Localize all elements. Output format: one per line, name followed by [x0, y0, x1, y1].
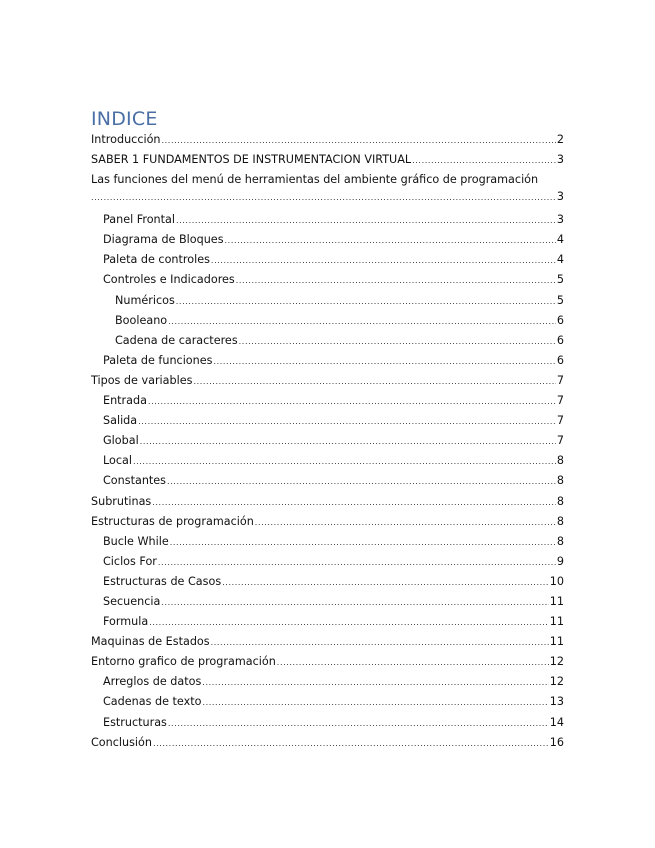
toc-entry-label: Paleta de controles [103, 253, 210, 267]
toc-entry[interactable] [91, 351, 564, 371]
toc-entry-page: 7 [556, 434, 564, 448]
toc-entry-label: Tipos de variables [91, 373, 193, 387]
toc-entry[interactable] [91, 411, 564, 431]
toc-leader-dots [239, 332, 556, 352]
toc-entry[interactable] [91, 250, 564, 270]
toc-leader-dots [176, 292, 556, 312]
toc-entry[interactable] [91, 270, 564, 290]
toc-leader-dots [167, 472, 556, 492]
toc-entry[interactable] [91, 170, 564, 210]
toc-leader-dots [202, 673, 548, 693]
toc-title: INDICE [91, 108, 158, 130]
toc-entry-label: Las funciones del menú de herramientas del ambiente gráfico de programación [91, 173, 539, 187]
toc-entry-label: Introducción [91, 133, 161, 146]
toc-entry-page: 3 [556, 190, 564, 204]
toc-entry-page: 12 [549, 675, 564, 689]
toc-entry-page: 8 [556, 514, 564, 528]
toc-entry[interactable] [91, 672, 564, 692]
toc-entry[interactable] [91, 652, 564, 672]
toc-entry[interactable] [91, 150, 564, 170]
toc-entry-page: 12 [549, 655, 564, 669]
toc-leader-dots [277, 653, 549, 673]
toc-entry-page: 7 [556, 373, 564, 387]
toc-entry-page: 16 [549, 735, 564, 749]
toc-entry-page: 14 [549, 715, 564, 729]
toc-leader-dots [152, 493, 556, 513]
toc-entry-page: 8 [556, 534, 564, 548]
toc-entry-page: 3 [556, 153, 564, 167]
toc-entry[interactable] [91, 572, 564, 592]
toc-entry[interactable] [91, 230, 564, 250]
toc-entry-page: 4 [556, 233, 564, 247]
toc-entry-label: Booleano [115, 313, 168, 327]
toc-entry-page: 11 [549, 594, 564, 608]
toc-entry[interactable] [91, 311, 564, 331]
toc-entry-page: 9 [556, 554, 564, 568]
toc-entry-page: 5 [556, 273, 564, 287]
toc-entry[interactable] [91, 713, 564, 733]
toc-leader-dots [236, 271, 556, 291]
toc-entry[interactable] [91, 451, 564, 471]
toc-entry[interactable] [91, 210, 564, 230]
toc-entry-label: Controles e Indicadores [103, 273, 235, 287]
toc-entry-label: Entorno grafico de programación [91, 655, 276, 669]
toc-entry-page: 4 [556, 253, 564, 267]
toc-entry-label: Entrada [103, 394, 147, 408]
toc-entry-label: Global [103, 434, 139, 448]
toc-entry-label: Diagrama de Bloques [103, 233, 224, 247]
toc-leader-dots [176, 211, 556, 231]
toc-entry-label: Salida [103, 414, 138, 428]
toc-entry-page: 7 [556, 394, 564, 408]
toc-entry-label: Local [103, 454, 132, 468]
toc-leader-dots [138, 412, 556, 432]
toc-entry-label: Paleta de funciones [103, 353, 213, 367]
toc-leader-dots [168, 312, 556, 332]
toc-entry[interactable] [91, 471, 564, 491]
toc-entry-label: Arreglos de datos [103, 675, 202, 689]
toc-leader-dots [140, 432, 556, 452]
toc-entry-page: 11 [549, 635, 564, 649]
toc-entry-label: Formula [103, 615, 149, 629]
toc-entry-page: 2 [556, 133, 564, 146]
toc-entry-page: 10 [549, 574, 564, 588]
toc-entry-page: 8 [556, 494, 564, 508]
toc-entry[interactable] [91, 692, 564, 712]
toc-entry-page: 6 [556, 333, 564, 347]
toc-entry-label: Ciclos For [103, 554, 157, 568]
toc-leader-dots [170, 533, 556, 553]
toc-entry-page: 5 [556, 293, 564, 307]
toc-entry-label: Cadena de caracteres [115, 333, 238, 347]
toc-entry[interactable] [91, 552, 564, 572]
toc-entry-page: 6 [556, 313, 564, 327]
toc-leader-dots [153, 734, 549, 754]
toc-entry[interactable] [91, 431, 564, 451]
toc-entry-page: 8 [556, 454, 564, 468]
toc-entry-label: Bucle While [103, 534, 169, 548]
toc-leader-dots [211, 251, 556, 271]
toc-leader-dots [133, 452, 556, 472]
toc-entry-label: Estructuras de Casos [103, 574, 222, 588]
toc-leader-dots [148, 392, 556, 412]
toc-entry-label: Maquinas de Estados [91, 635, 210, 649]
toc-leader-dots [202, 693, 548, 713]
table-of-contents [91, 130, 564, 753]
toc-entry-label: Estructuras [103, 715, 167, 729]
toc-entry-label: Panel Frontal [103, 213, 175, 227]
toc-entry-page: 6 [556, 353, 564, 367]
toc-entry[interactable] [91, 492, 564, 512]
toc-entry[interactable] [91, 733, 564, 753]
toc-entry[interactable] [91, 632, 564, 652]
toc-entry-page: 11 [549, 615, 564, 629]
toc-entry-label: Cadenas de texto [103, 695, 202, 709]
toc-entry-label: Conclusión [91, 735, 152, 749]
toc-leader-dots [255, 513, 556, 533]
toc-leader-dots [213, 352, 555, 372]
toc-entry-label: Numéricos [115, 293, 175, 307]
toc-entry[interactable] [91, 532, 564, 552]
toc-entry-label: Estructuras de programación [91, 514, 254, 528]
toc-entry-label: Secuencia [103, 594, 161, 608]
toc-leader-dots [91, 191, 556, 205]
toc-leader-dots [168, 714, 549, 734]
toc-entry[interactable] [91, 592, 564, 612]
toc-entry-page: 13 [549, 695, 564, 709]
toc-leader-dots [211, 633, 549, 653]
toc-entry-label: SABER 1 FUNDAMENTOS DE INSTRUMENTACION VIRTUAL [91, 153, 412, 167]
toc-entry[interactable] [91, 612, 564, 632]
toc-entry-page: 3 [556, 213, 564, 227]
toc-leader-dots [161, 593, 548, 613]
toc-entry[interactable] [91, 371, 564, 391]
toc-leader-dots [412, 151, 556, 171]
toc-entry-label: Constantes [103, 474, 167, 488]
toc-entry[interactable] [91, 331, 564, 351]
toc-leader-dots [158, 553, 556, 573]
toc-leader-dots [193, 372, 555, 392]
toc-leader-dots [162, 131, 556, 151]
toc-entry[interactable] [91, 291, 564, 311]
toc-leader-dots [222, 573, 549, 593]
toc-leader-dots [225, 231, 556, 251]
toc-entry[interactable] [91, 391, 564, 411]
toc-entry-page: 7 [556, 414, 564, 428]
toc-entry-page: 8 [556, 474, 564, 488]
toc-entry[interactable] [91, 130, 564, 150]
toc-entry-label: Subrutinas [91, 494, 152, 508]
toc-leader-dots [149, 613, 549, 633]
toc-entry[interactable] [91, 512, 564, 532]
